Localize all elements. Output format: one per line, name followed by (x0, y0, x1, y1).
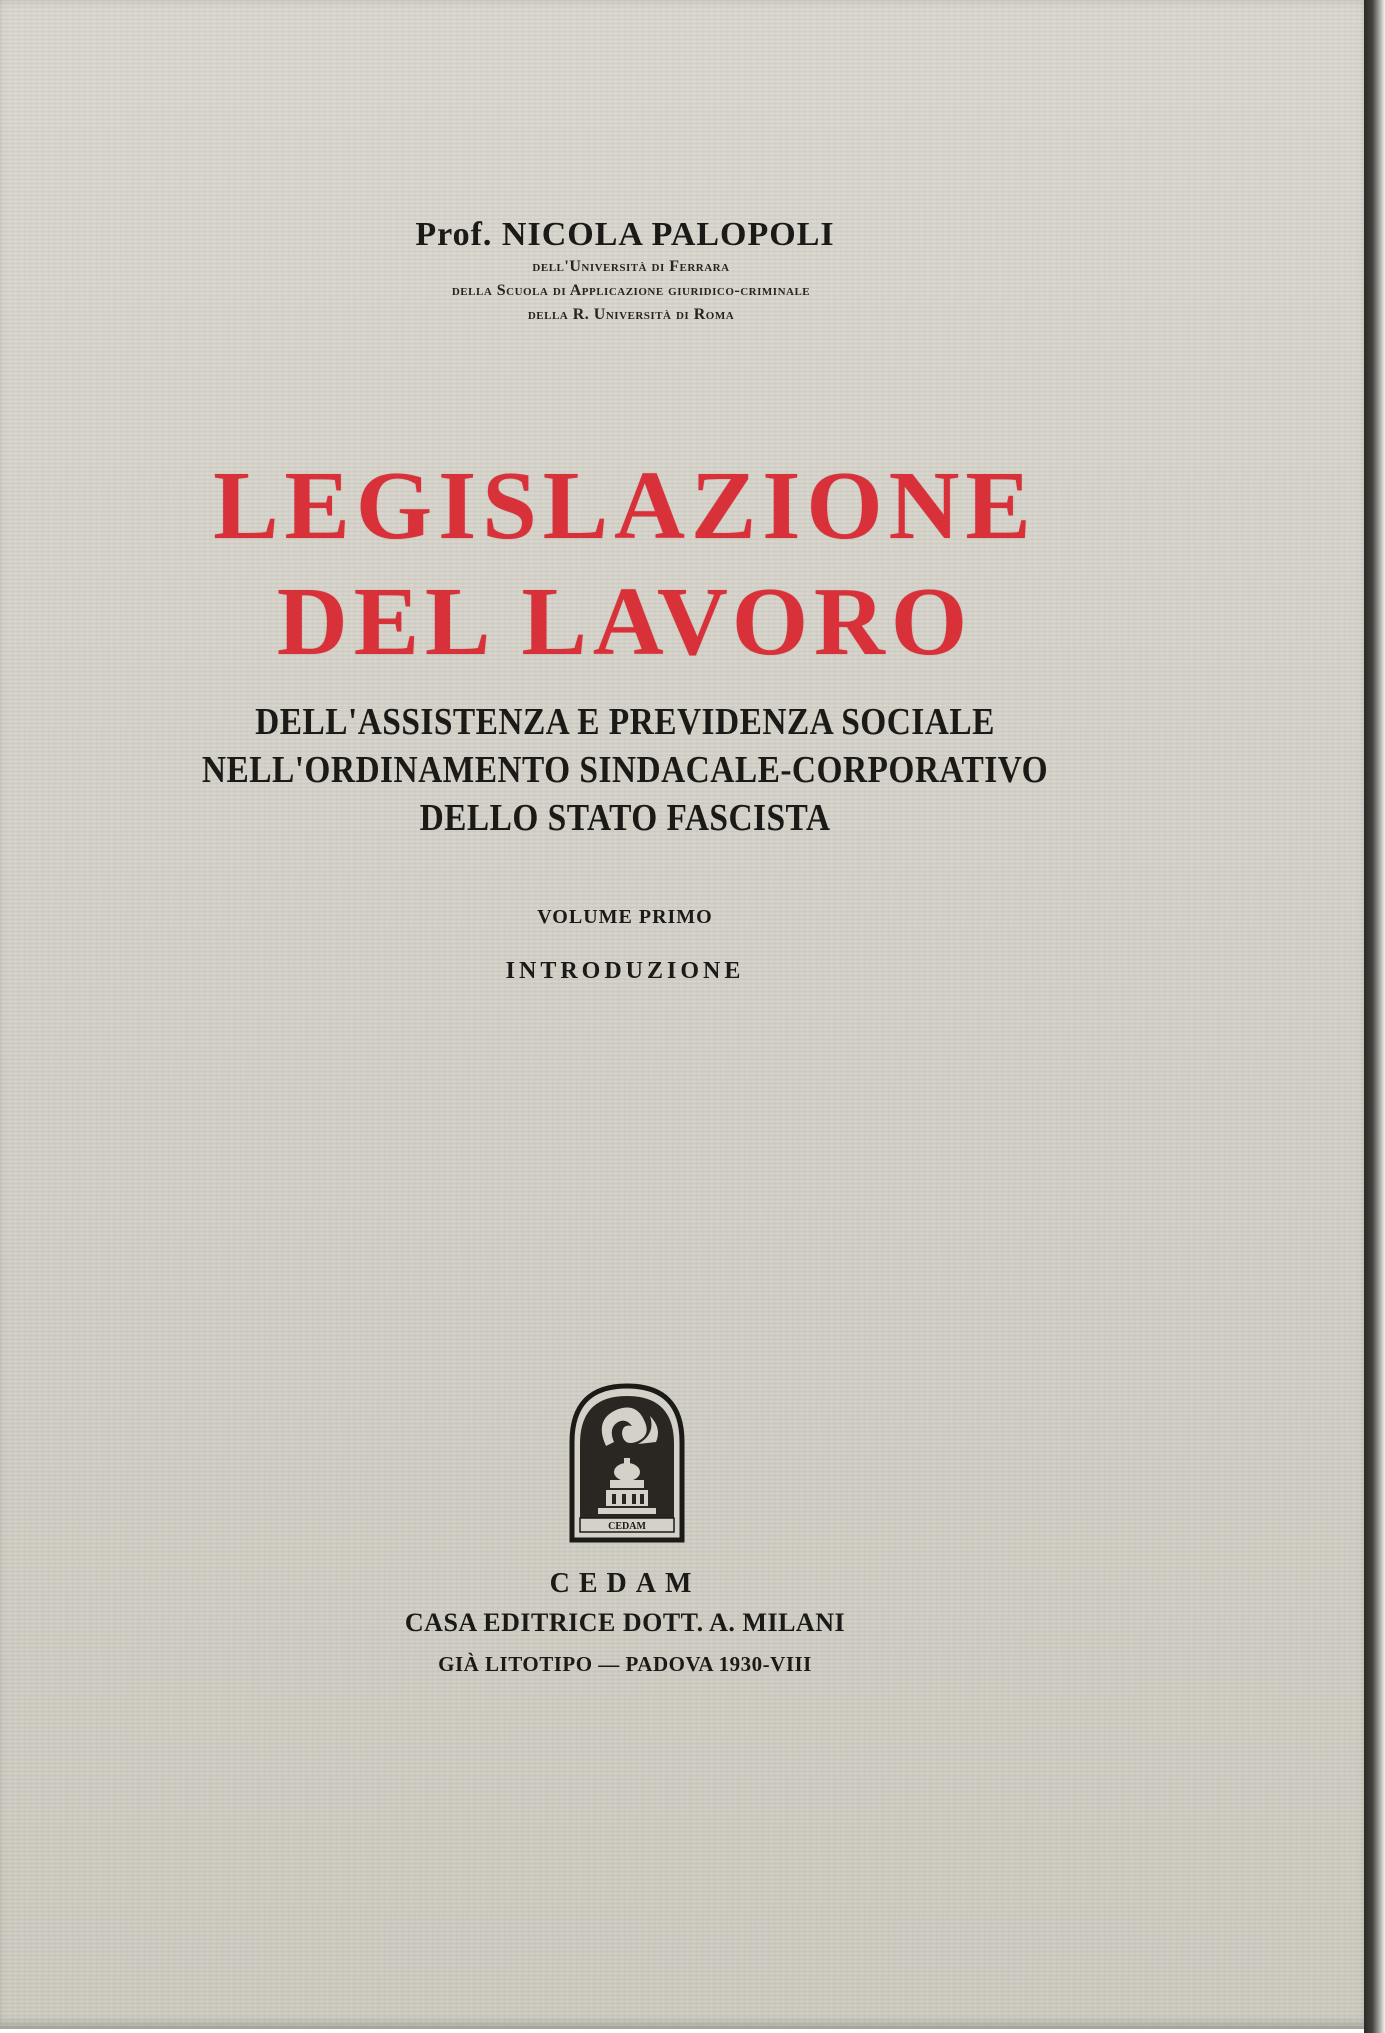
part-title: INTRODUZIONE (505, 958, 745, 984)
subtitle-line: DELLO STATO FASCISTA (419, 797, 831, 839)
subtitle-line: DELL'ASSISTENZA E PREVIDENZA SOCIALE (255, 701, 995, 743)
author-affiliation: dell'Università di Ferrara (532, 258, 730, 275)
publisher-house: CASA EDITRICE DOTT. A. MILANI (404, 1608, 846, 1637)
author-affiliation: della Scuola di Applicazione giuridico-criminale (451, 282, 811, 299)
publisher-name: CEDAM (549, 1568, 701, 1599)
publisher-logo-text: CEDAM (608, 1521, 646, 1532)
author-affiliation: della R. Università di Roma (527, 306, 735, 323)
book-title-line: DEL LAVORO (276, 568, 974, 676)
book-edge (1364, 0, 1385, 2033)
publisher-imprint: GIÀ LITOTIPO — PADOVA 1930-VIII (438, 1652, 812, 1676)
author-name: Prof. NICOLA PALOPOLI (415, 216, 835, 253)
subtitle-line: NELL'ORDINAMENTO SINDACALE-CORPORATIVO (201, 749, 1049, 791)
volume-label: VOLUME PRIMO (537, 906, 713, 928)
book-title-line: LEGISLAZIONE (213, 452, 1037, 560)
publisher-logo-icon (566, 1380, 688, 1544)
